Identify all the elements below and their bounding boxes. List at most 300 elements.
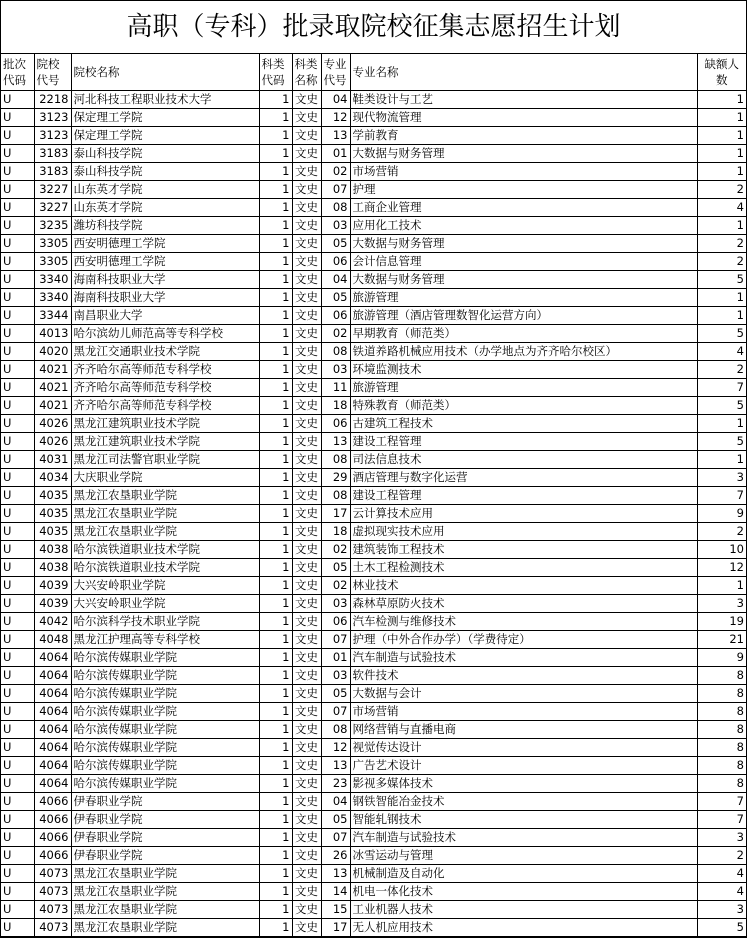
cell-category-code: 1 [259, 109, 292, 127]
cell-category-name: 文史 [292, 865, 321, 883]
cell-major-code: 02 [321, 325, 350, 343]
cell-vacancy: 2 [697, 847, 746, 865]
cell-major-name: 建设工程管理 [350, 433, 697, 451]
cell-batch-code: U [1, 919, 34, 937]
cell-category-code: 1 [259, 235, 292, 253]
cell-batch-code: U [1, 487, 34, 505]
cell-category-name: 文史 [292, 631, 321, 649]
cell-category-name: 文史 [292, 325, 321, 343]
cell-category-code: 1 [259, 379, 292, 397]
table-row [1, 307, 746, 325]
cell-category-name: 文史 [292, 775, 321, 793]
cell-major-name: 现代物流管理 [350, 109, 697, 127]
cell-vacancy: 1 [697, 109, 746, 127]
cell-category-name: 文史 [292, 433, 321, 451]
cell-school-name: 哈尔滨传媒职业学院 [71, 757, 259, 775]
cell-category-code: 1 [259, 775, 292, 793]
cell-batch-code: U [1, 847, 34, 865]
cell-category-code: 1 [259, 469, 292, 487]
cell-major-name: 应用化工技术 [350, 217, 697, 235]
cell-vacancy: 1 [697, 451, 746, 469]
table-row [1, 775, 746, 793]
cell-major-code: 17 [321, 505, 350, 523]
cell-school-name: 黑龙江交通职业技术学院 [71, 343, 259, 361]
cell-vacancy: 9 [697, 505, 746, 523]
cell-category-name: 文史 [292, 217, 321, 235]
cell-major-name: 旅游管理（酒店管理数智化运营方向） [350, 307, 697, 325]
cell-major-code: 08 [321, 199, 350, 217]
header-major-name: 专业名称 [350, 54, 697, 91]
cell-vacancy: 4 [697, 199, 746, 217]
cell-category-code: 1 [259, 883, 292, 901]
cell-major-code: 05 [321, 685, 350, 703]
cell-category-code: 1 [259, 307, 292, 325]
table-row [1, 433, 746, 451]
cell-major-name: 护理（中外合作办学）（学费待定） [350, 631, 697, 649]
admission-plan-table [1, 54, 746, 937]
cell-major-name: 林业技术 [350, 577, 697, 595]
cell-major-name: 工商企业管理 [350, 199, 697, 217]
cell-batch-code: U [1, 307, 34, 325]
table-body [1, 91, 746, 937]
cell-major-code: 05 [321, 811, 350, 829]
cell-batch-code: U [1, 397, 34, 415]
cell-school-code: 4073 [34, 883, 71, 901]
cell-batch-code: U [1, 217, 34, 235]
cell-category-code: 1 [259, 757, 292, 775]
table-row [1, 91, 746, 109]
table-row [1, 541, 746, 559]
cell-batch-code: U [1, 811, 34, 829]
cell-major-code: 13 [321, 865, 350, 883]
cell-school-code: 4064 [34, 739, 71, 757]
cell-category-code: 1 [259, 271, 292, 289]
cell-school-name: 伊春职业学院 [71, 829, 259, 847]
cell-batch-code: U [1, 757, 34, 775]
table-row [1, 343, 746, 361]
cell-school-code: 4021 [34, 397, 71, 415]
cell-batch-code: U [1, 361, 34, 379]
table-row [1, 595, 746, 613]
cell-school-name: 齐齐哈尔高等师范专科学校 [71, 361, 259, 379]
cell-major-code: 05 [321, 559, 350, 577]
table-row [1, 145, 746, 163]
cell-school-name: 山东英才学院 [71, 199, 259, 217]
cell-vacancy: 3 [697, 469, 746, 487]
cell-school-name: 潍坊科技学院 [71, 217, 259, 235]
cell-major-name: 司法信息技术 [350, 451, 697, 469]
cell-category-name: 文史 [292, 703, 321, 721]
cell-major-code: 01 [321, 145, 350, 163]
cell-major-code: 14 [321, 883, 350, 901]
table-row [1, 127, 746, 145]
cell-school-code: 3183 [34, 145, 71, 163]
cell-vacancy: 2 [697, 361, 746, 379]
cell-major-code: 02 [321, 163, 350, 181]
table-header-row [1, 54, 746, 91]
cell-category-code: 1 [259, 433, 292, 451]
table-row [1, 253, 746, 271]
table-row [1, 757, 746, 775]
cell-school-name: 伊春职业学院 [71, 793, 259, 811]
cell-category-code: 1 [259, 901, 292, 919]
cell-school-name: 哈尔滨传媒职业学院 [71, 649, 259, 667]
cell-school-code: 4035 [34, 505, 71, 523]
cell-category-name: 文史 [292, 757, 321, 775]
cell-school-name: 黑龙江农垦职业学院 [71, 919, 259, 937]
cell-batch-code: U [1, 343, 34, 361]
cell-school-code: 4039 [34, 595, 71, 613]
cell-vacancy: 9 [697, 649, 746, 667]
cell-batch-code: U [1, 145, 34, 163]
cell-batch-code: U [1, 721, 34, 739]
cell-vacancy: 4 [697, 883, 746, 901]
cell-vacancy: 7 [697, 379, 746, 397]
cell-school-code: 4034 [34, 469, 71, 487]
cell-school-code: 4021 [34, 379, 71, 397]
cell-category-name: 文史 [292, 901, 321, 919]
cell-category-name: 文史 [292, 685, 321, 703]
cell-school-name: 黑龙江农垦职业学院 [71, 523, 259, 541]
cell-batch-code: U [1, 613, 34, 631]
cell-major-name: 机械制造及自动化 [350, 865, 697, 883]
cell-school-code: 4066 [34, 811, 71, 829]
cell-vacancy: 4 [697, 343, 746, 361]
cell-major-code: 07 [321, 703, 350, 721]
cell-school-code: 4064 [34, 667, 71, 685]
cell-school-code: 4038 [34, 541, 71, 559]
cell-major-code: 15 [321, 901, 350, 919]
cell-major-name: 鞋类设计与工艺 [350, 91, 697, 109]
cell-batch-code: U [1, 883, 34, 901]
table-row [1, 685, 746, 703]
cell-school-name: 哈尔滨传媒职业学院 [71, 739, 259, 757]
cell-batch-code: U [1, 667, 34, 685]
cell-school-name: 黑龙江建筑职业技术学院 [71, 433, 259, 451]
cell-major-name: 大数据与会计 [350, 685, 697, 703]
cell-batch-code: U [1, 793, 34, 811]
cell-major-name: 土木工程检测技术 [350, 559, 697, 577]
table-row [1, 613, 746, 631]
table-row [1, 703, 746, 721]
cell-batch-code: U [1, 631, 34, 649]
cell-vacancy: 12 [697, 559, 746, 577]
header-batch-code: 批次代码 [1, 54, 34, 91]
cell-school-name: 黑龙江农垦职业学院 [71, 901, 259, 919]
cell-vacancy: 5 [697, 325, 746, 343]
cell-school-code: 4042 [34, 613, 71, 631]
cell-school-code: 4064 [34, 703, 71, 721]
cell-major-code: 06 [321, 253, 350, 271]
cell-vacancy: 1 [697, 127, 746, 145]
cell-school-name: 齐齐哈尔高等师范专科学校 [71, 397, 259, 415]
cell-school-code: 3123 [34, 127, 71, 145]
cell-major-name: 旅游管理 [350, 379, 697, 397]
cell-category-code: 1 [259, 523, 292, 541]
cell-major-name: 建设工程管理 [350, 487, 697, 505]
table-row [1, 919, 746, 937]
header-vacancy: 缺额人数 [697, 54, 746, 91]
cell-category-code: 1 [259, 505, 292, 523]
cell-school-name: 山东英才学院 [71, 181, 259, 199]
cell-vacancy: 8 [697, 775, 746, 793]
cell-batch-code: U [1, 163, 34, 181]
cell-major-name: 广告艺术设计 [350, 757, 697, 775]
cell-vacancy: 8 [697, 667, 746, 685]
cell-batch-code: U [1, 181, 34, 199]
cell-school-name: 伊春职业学院 [71, 811, 259, 829]
cell-major-code: 18 [321, 523, 350, 541]
cell-school-name: 泰山科技学院 [71, 163, 259, 181]
cell-school-code: 4073 [34, 865, 71, 883]
cell-school-code: 4073 [34, 919, 71, 937]
cell-category-name: 文史 [292, 343, 321, 361]
cell-major-name: 市场营销 [350, 703, 697, 721]
cell-vacancy: 3 [697, 595, 746, 613]
cell-major-name: 古建筑工程技术 [350, 415, 697, 433]
cell-batch-code: U [1, 451, 34, 469]
cell-school-name: 黑龙江农垦职业学院 [71, 865, 259, 883]
cell-batch-code: U [1, 739, 34, 757]
cell-category-code: 1 [259, 325, 292, 343]
cell-major-code: 29 [321, 469, 350, 487]
cell-major-name: 网络营销与直播电商 [350, 721, 697, 739]
cell-school-code: 4035 [34, 523, 71, 541]
cell-batch-code: U [1, 901, 34, 919]
cell-batch-code: U [1, 91, 34, 109]
cell-school-name: 黑龙江护理高等专科学校 [71, 631, 259, 649]
cell-category-name: 文史 [292, 415, 321, 433]
cell-vacancy: 1 [697, 307, 746, 325]
cell-school-name: 西安明德理工学院 [71, 253, 259, 271]
cell-school-code: 4064 [34, 649, 71, 667]
cell-school-name: 黑龙江农垦职业学院 [71, 883, 259, 901]
cell-school-name: 黑龙江农垦职业学院 [71, 505, 259, 523]
cell-major-code: 07 [321, 631, 350, 649]
cell-major-code: 05 [321, 235, 350, 253]
cell-school-name: 西安明德理工学院 [71, 235, 259, 253]
cell-school-code: 4026 [34, 415, 71, 433]
cell-school-code: 3235 [34, 217, 71, 235]
cell-school-name: 南昌职业大学 [71, 307, 259, 325]
cell-major-code: 08 [321, 721, 350, 739]
cell-major-code: 01 [321, 649, 350, 667]
cell-category-code: 1 [259, 703, 292, 721]
table-row [1, 721, 746, 739]
cell-school-name: 哈尔滨幼儿师范高等专科学校 [71, 325, 259, 343]
cell-school-name: 哈尔滨科学技术职业学院 [71, 613, 259, 631]
table-row [1, 901, 746, 919]
cell-major-code: 03 [321, 595, 350, 613]
cell-batch-code: U [1, 433, 34, 451]
cell-category-code: 1 [259, 829, 292, 847]
cell-category-name: 文史 [292, 649, 321, 667]
cell-vacancy: 10 [697, 541, 746, 559]
cell-school-code: 3305 [34, 253, 71, 271]
table-row [1, 109, 746, 127]
cell-school-name: 大兴安岭职业学院 [71, 577, 259, 595]
cell-major-code: 04 [321, 271, 350, 289]
cell-category-code: 1 [259, 541, 292, 559]
table-row [1, 649, 746, 667]
cell-category-name: 文史 [292, 793, 321, 811]
cell-major-code: 08 [321, 487, 350, 505]
cell-category-code: 1 [259, 685, 292, 703]
cell-category-name: 文史 [292, 199, 321, 217]
cell-school-name: 哈尔滨传媒职业学院 [71, 667, 259, 685]
header-school-name: 院校名称 [71, 54, 259, 91]
cell-major-code: 04 [321, 793, 350, 811]
cell-school-name: 伊春职业学院 [71, 847, 259, 865]
header-major-code: 专业代号 [321, 54, 350, 91]
cell-major-code: 18 [321, 397, 350, 415]
cell-major-name: 冰雪运动与管理 [350, 847, 697, 865]
cell-category-name: 文史 [292, 379, 321, 397]
cell-vacancy: 1 [697, 415, 746, 433]
cell-school-name: 大兴安岭职业学院 [71, 595, 259, 613]
cell-major-name: 汽车制造与试验技术 [350, 829, 697, 847]
table-row [1, 865, 746, 883]
cell-batch-code: U [1, 595, 34, 613]
cell-vacancy: 2 [697, 181, 746, 199]
table-row [1, 271, 746, 289]
cell-major-code: 08 [321, 343, 350, 361]
cell-category-name: 文史 [292, 307, 321, 325]
cell-category-code: 1 [259, 145, 292, 163]
cell-major-code: 26 [321, 847, 350, 865]
cell-category-code: 1 [259, 649, 292, 667]
cell-category-name: 文史 [292, 271, 321, 289]
table-row [1, 523, 746, 541]
cell-major-code: 12 [321, 739, 350, 757]
cell-batch-code: U [1, 559, 34, 577]
table-row [1, 199, 746, 217]
table-row [1, 811, 746, 829]
cell-school-code: 4048 [34, 631, 71, 649]
cell-major-name: 大数据与财务管理 [350, 271, 697, 289]
cell-school-name: 哈尔滨传媒职业学院 [71, 703, 259, 721]
cell-school-code: 3227 [34, 181, 71, 199]
cell-category-name: 文史 [292, 127, 321, 145]
cell-major-name: 建筑装饰工程技术 [350, 541, 697, 559]
cell-batch-code: U [1, 235, 34, 253]
cell-category-code: 1 [259, 343, 292, 361]
cell-school-name: 保定理工学院 [71, 127, 259, 145]
cell-category-code: 1 [259, 793, 292, 811]
cell-school-code: 4031 [34, 451, 71, 469]
cell-school-code: 4064 [34, 757, 71, 775]
table-row [1, 883, 746, 901]
table-row [1, 739, 746, 757]
cell-category-name: 文史 [292, 523, 321, 541]
cell-batch-code: U [1, 271, 34, 289]
cell-major-code: 12 [321, 109, 350, 127]
cell-batch-code: U [1, 775, 34, 793]
cell-batch-code: U [1, 577, 34, 595]
cell-major-name: 会计信息管理 [350, 253, 697, 271]
cell-category-code: 1 [259, 613, 292, 631]
table-row [1, 451, 746, 469]
cell-category-name: 文史 [292, 289, 321, 307]
cell-school-code: 4073 [34, 901, 71, 919]
cell-vacancy: 4 [697, 865, 746, 883]
table-row [1, 361, 746, 379]
cell-major-name: 铁道养路机械应用技术（办学地点为齐齐哈尔校区） [350, 343, 697, 361]
cell-school-name: 泰山科技学院 [71, 145, 259, 163]
cell-batch-code: U [1, 127, 34, 145]
cell-category-code: 1 [259, 181, 292, 199]
table-row [1, 415, 746, 433]
cell-school-code: 4021 [34, 361, 71, 379]
cell-category-code: 1 [259, 667, 292, 685]
cell-major-name: 森林草原防火技术 [350, 595, 697, 613]
cell-category-name: 文史 [292, 361, 321, 379]
cell-category-code: 1 [259, 811, 292, 829]
cell-school-code: 4026 [34, 433, 71, 451]
cell-batch-code: U [1, 505, 34, 523]
cell-school-code: 4066 [34, 847, 71, 865]
cell-major-name: 护理 [350, 181, 697, 199]
cell-category-code: 1 [259, 451, 292, 469]
cell-school-code: 3305 [34, 235, 71, 253]
cell-major-name: 大数据与财务管理 [350, 145, 697, 163]
cell-category-code: 1 [259, 163, 292, 181]
cell-category-name: 文史 [292, 181, 321, 199]
cell-category-name: 文史 [292, 469, 321, 487]
cell-category-code: 1 [259, 631, 292, 649]
cell-category-name: 文史 [292, 739, 321, 757]
cell-vacancy: 2 [697, 523, 746, 541]
cell-vacancy: 8 [697, 703, 746, 721]
cell-category-name: 文史 [292, 145, 321, 163]
cell-major-name: 软件技术 [350, 667, 697, 685]
cell-major-code: 17 [321, 919, 350, 937]
cell-vacancy: 1 [697, 217, 746, 235]
cell-major-code: 13 [321, 433, 350, 451]
table-row [1, 469, 746, 487]
cell-vacancy: 3 [697, 901, 746, 919]
cell-school-code: 4013 [34, 325, 71, 343]
cell-school-code: 3227 [34, 199, 71, 217]
cell-batch-code: U [1, 415, 34, 433]
cell-category-name: 文史 [292, 919, 321, 937]
cell-school-code: 3123 [34, 109, 71, 127]
cell-major-code: 11 [321, 379, 350, 397]
cell-category-name: 文史 [292, 577, 321, 595]
cell-vacancy: 1 [697, 577, 746, 595]
cell-major-name: 学前教育 [350, 127, 697, 145]
cell-major-name: 汽车制造与试验技术 [350, 649, 697, 667]
cell-category-code: 1 [259, 91, 292, 109]
cell-category-code: 1 [259, 217, 292, 235]
cell-vacancy: 5 [697, 919, 746, 937]
cell-vacancy: 19 [697, 613, 746, 631]
cell-school-code: 3344 [34, 307, 71, 325]
cell-category-name: 文史 [292, 91, 321, 109]
cell-category-code: 1 [259, 865, 292, 883]
cell-batch-code: U [1, 685, 34, 703]
cell-category-code: 1 [259, 739, 292, 757]
cell-vacancy: 5 [697, 433, 746, 451]
cell-batch-code: U [1, 649, 34, 667]
cell-major-name: 智能轧钢技术 [350, 811, 697, 829]
cell-batch-code: U [1, 109, 34, 127]
cell-category-name: 文史 [292, 559, 321, 577]
cell-vacancy: 1 [697, 163, 746, 181]
cell-vacancy: 7 [697, 811, 746, 829]
cell-major-name: 无人机应用技术 [350, 919, 697, 937]
cell-batch-code: U [1, 523, 34, 541]
